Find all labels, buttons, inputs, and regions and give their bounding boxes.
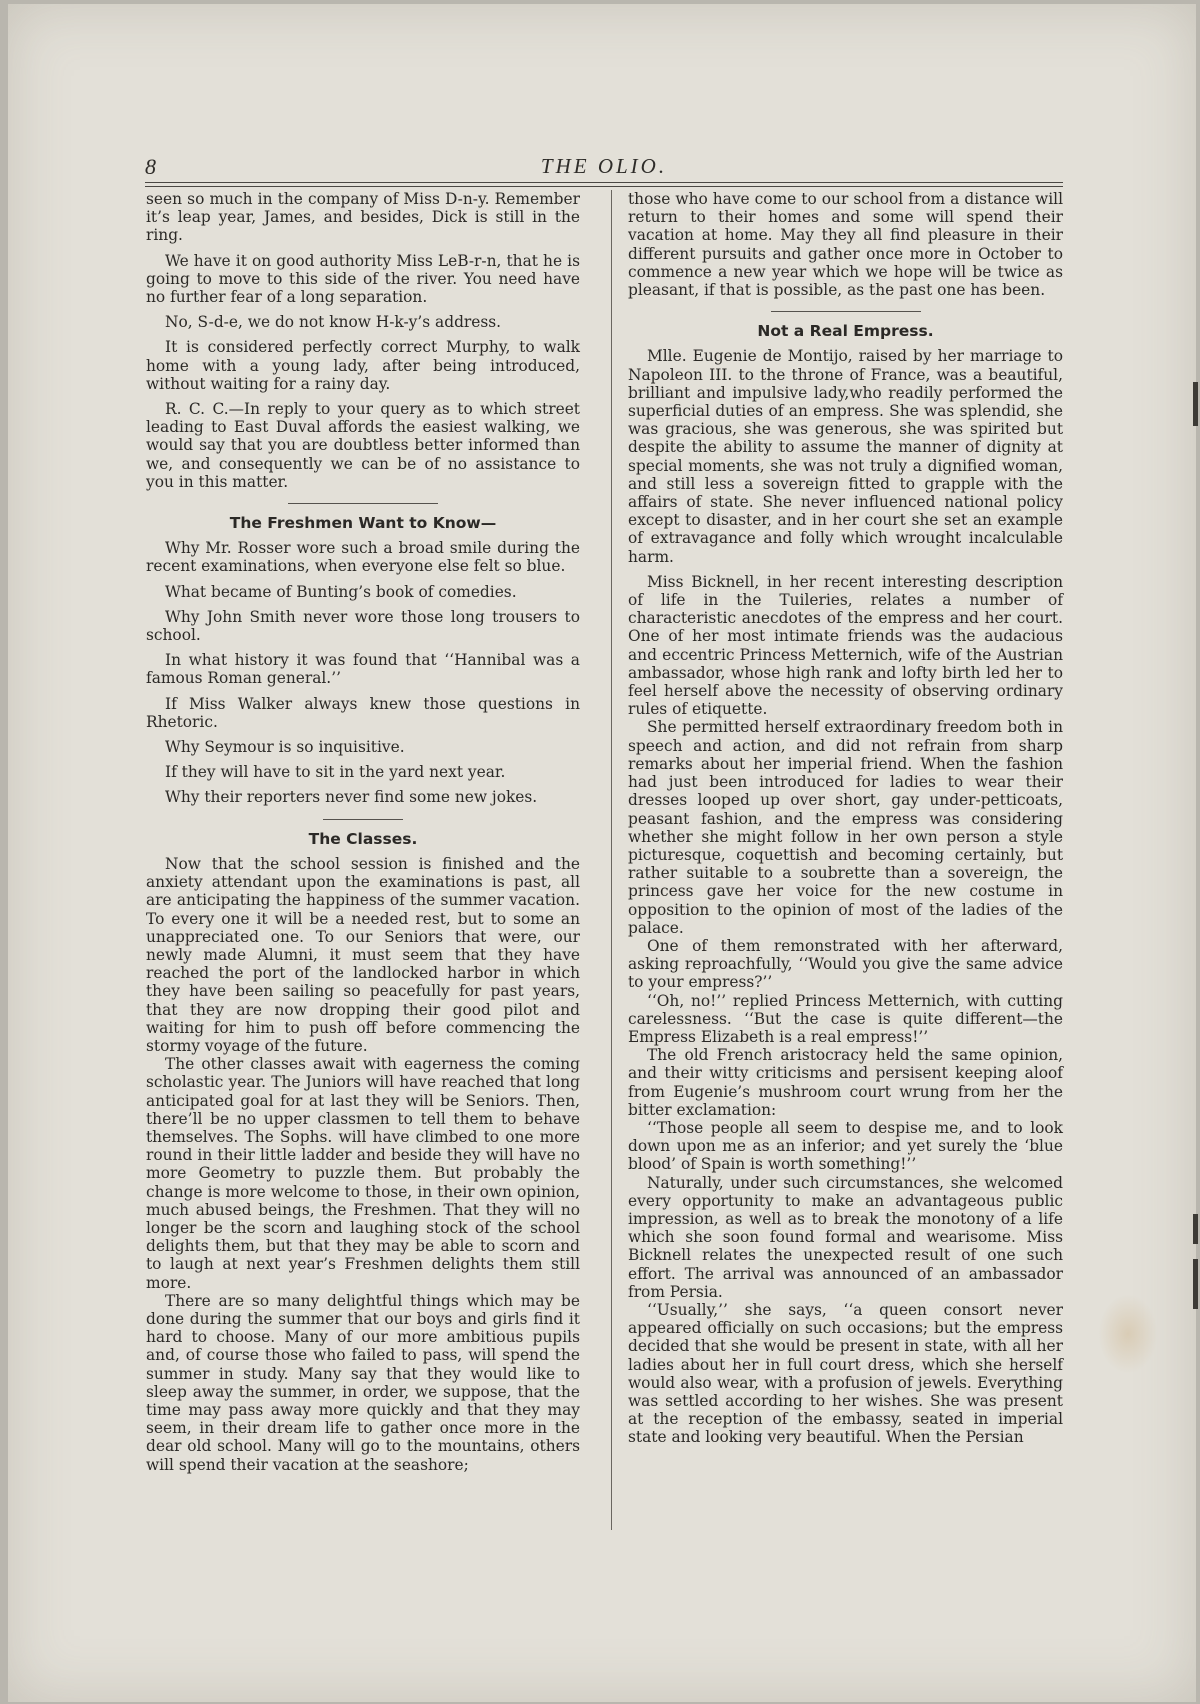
list-item: Why John Smith never wore those long trousers to school. — [146, 607, 580, 645]
paragraph: It is considered perfectly correct Murphy, to walk home with a young lady, after being introduced, without waiting for a rainy day. — [146, 338, 580, 393]
list-item: If they will have to sit in the yard next year. — [165, 763, 506, 782]
paragraph: There are so many delightful things which may be done during the summer that our boys and girls find it hard to choose. Many of our more ambitious pupils and, of course those who failed to pass, will spend the summer in study. Many say that they would like to sleep away the summer, in order, we suppose, that the time may pass away more quickly and that they may seem, in their dream life to gather once more in the dear old school. Many will go to the mountains, others will spend their vacation at the seashore; — [146, 1291, 580, 1474]
section-separator — [323, 819, 403, 820]
left-column — [146, 190, 580, 1474]
edge-tear-mark — [1193, 1259, 1198, 1309]
section-heading: The Classes. — [308, 829, 418, 848]
paragraph: ‘‘Those people all seem to despise me, and to look down upon me as an inferior; and yet surely the ‘blue blood’ of Spain is worth something!’’ — [628, 1118, 1063, 1174]
list-item: Why Mr. Rosser wore such a broad smile during the recent examinations, when everyone else felt so blue. — [146, 539, 580, 576]
section-separator — [771, 311, 921, 312]
paragraph: ‘‘Usually,’’ she says, ‘‘a queen consort never appeared officially on such occasions; but the empress decided that she would be present in state, with all her ladies about her in full court dress, which she herself would also wear, with a profusion of jewels. Everything was settled according to her wishes. She was present at the reception of the embassy, seated in imperial state and looking very beautiful. When the Persian — [628, 1300, 1063, 1447]
page-number: 8 — [145, 154, 156, 179]
paragraph: those who have come to our school from a distance will return to their homes and some will spend their vacation at home. May they all find pleasure in their different pursuits and gather once more in October to commence a new year which we hope will be twice as pleasant, if that is possible, as the past one has been. — [628, 190, 1063, 300]
paragraph: seen so much in the company of Miss D-n-y. Remember it’s leap year, James, and besides, Dick is still in the ring. — [146, 190, 580, 245]
paragraph: ‘‘Oh, no!’’ replied Princess Metternich, with cutting carelessness. ‘‘But the case is quite different—the Empress Elizabeth is a real empress!’’ — [628, 991, 1063, 1046]
header-rule — [145, 186, 1063, 187]
running-header — [145, 154, 1063, 182]
list-item: Why their reporters never find some new jokes. — [165, 788, 538, 807]
edge-tear-mark — [1193, 1214, 1198, 1244]
paragraph: Naturally, under such circumstances, she welcomed every opportunity to make an advantageous public impression, as well as to break the monotony of a life which she soon found formal and wearisome. Miss Bicknell relates the unexpected result of one such effort. The arrival was announced of an ambassador from Persia. — [628, 1173, 1063, 1301]
paragraph: R. C. C.—In reply to your query as to which street leading to East Duval affords the easiest walking, we would say that you are doubtless better informed than we, and consequently we can be of no assistance to you in this matter. — [146, 400, 580, 491]
list-item: In what history it was found that ‘‘Hannibal was a famous Roman general.’’ — [146, 651, 580, 688]
paragraph: One of them remonstrated with her afterward, asking reproachfully, ‘‘Would you give the same advice to your empress?’’ — [628, 936, 1063, 992]
paragraph: Now that the school session is finished and the anxiety attendant upon the examinations is past, all are anticipating the happiness of the summer vacation. To every one it will be a needed rest, but to some an unappreciated one. To our Seniors that were, our newly made Alumni, it must seem that they have reached the port of the landlocked harbor in which they have been sailing so peacefully for past years, that they are now dropping their good pilot and waiting for him to push off before commencing the stormy voyage of the future. — [146, 854, 580, 1055]
section-heading: The Freshmen Want to Know— — [229, 514, 497, 533]
paragraph: The other classes await with eagerness the coming scholastic year. The Juniors will have reached that long anticipated goal for at last they will be Seniors. Then, there’ll be no upper classmen to tell them to behave themselves. The Sophs. will have climbed to one more round in their little ladder and beside they will have no more Geometry to puzzle them. But probably the change is more welcome to those, in their own opinion, much abused beings, the Freshmen. That they will no longer be the scorn and laughing stock of the school delights them, but that they may be able to scorn and to laugh at next year’s Freshmen delights them still more. — [146, 1055, 580, 1292]
list-item: Why Seymour is so inquisitive. — [165, 738, 405, 757]
paragraph: The old French aristocracy held the same opinion, and their witty criticisms and persisent keeping aloof from Eugenie’s mushroom court wrung from her the bitter exclamation: — [628, 1046, 1063, 1119]
column-divider — [611, 190, 612, 1530]
edge-tear-mark — [1193, 382, 1198, 426]
header-rule — [145, 182, 1063, 183]
right-column — [628, 190, 1063, 1447]
paragraph: She permitted herself extraordinary freedom both in speech and action, and did not refrain from sharp remarks about her imperial friend. When the fashion had just been introduced for ladies to wear their dresses looped up over short, gay under-petticoats, peasant fashion, and the empress was considering whether she might follow in her own person a style picturesque, coquettish and becoming certainly, but rather suitable to a soubrette than a sovereign, the princess gave her voice for the new costume in opposition to the opinion of most of the ladies of the palace. — [628, 718, 1063, 937]
paper-stain — [1098, 1294, 1158, 1374]
paragraph: No, S-d-e, we do not know H-k-y’s address. — [165, 313, 502, 332]
section-separator — [288, 503, 438, 504]
section-heading: Not a Real Empress. — [757, 322, 934, 341]
paragraph: Mlle. Eugenie de Montijo, raised by her marriage to Napoleon III. to the throne of France, was a beautiful, brilliant and impulsive lady,who readily performed the superficial duties of an empress. She was splendid, she was gracious, she was generous, she was spirited but despite the ability to assume the manner of dignity at special moments, she was not truly a dignified woman, and still less a sovereign fitted to grapple with the affairs of state. She never influenced national policy except to disaster, and in her court she set an example of extravagance and folly which wrought incalculable harm. — [628, 347, 1063, 566]
list-item: What became of Bunting’s book of comedies. — [165, 582, 517, 601]
paragraph: We have it on good authority Miss LeB-r-n, that he is going to move to this side of the river. You need have no further fear of a long separation. — [146, 251, 580, 307]
publication-title: THE OLIO. — [540, 154, 668, 178]
list-item: If Miss Walker always knew those questions in Rhetoric. — [146, 694, 580, 731]
paragraph: Miss Bicknell, in her recent interesting description of life in the Tuileries, relates a number of characteristic anecdotes of the empress and her court. One of her most intimate friends was the audacious and eccentric Princess Metternich, wife of the Austrian ambassador, whose high rank and lofty birth led her to feel herself above the necessity of observing ordinary rules of etiquette. — [628, 572, 1063, 719]
